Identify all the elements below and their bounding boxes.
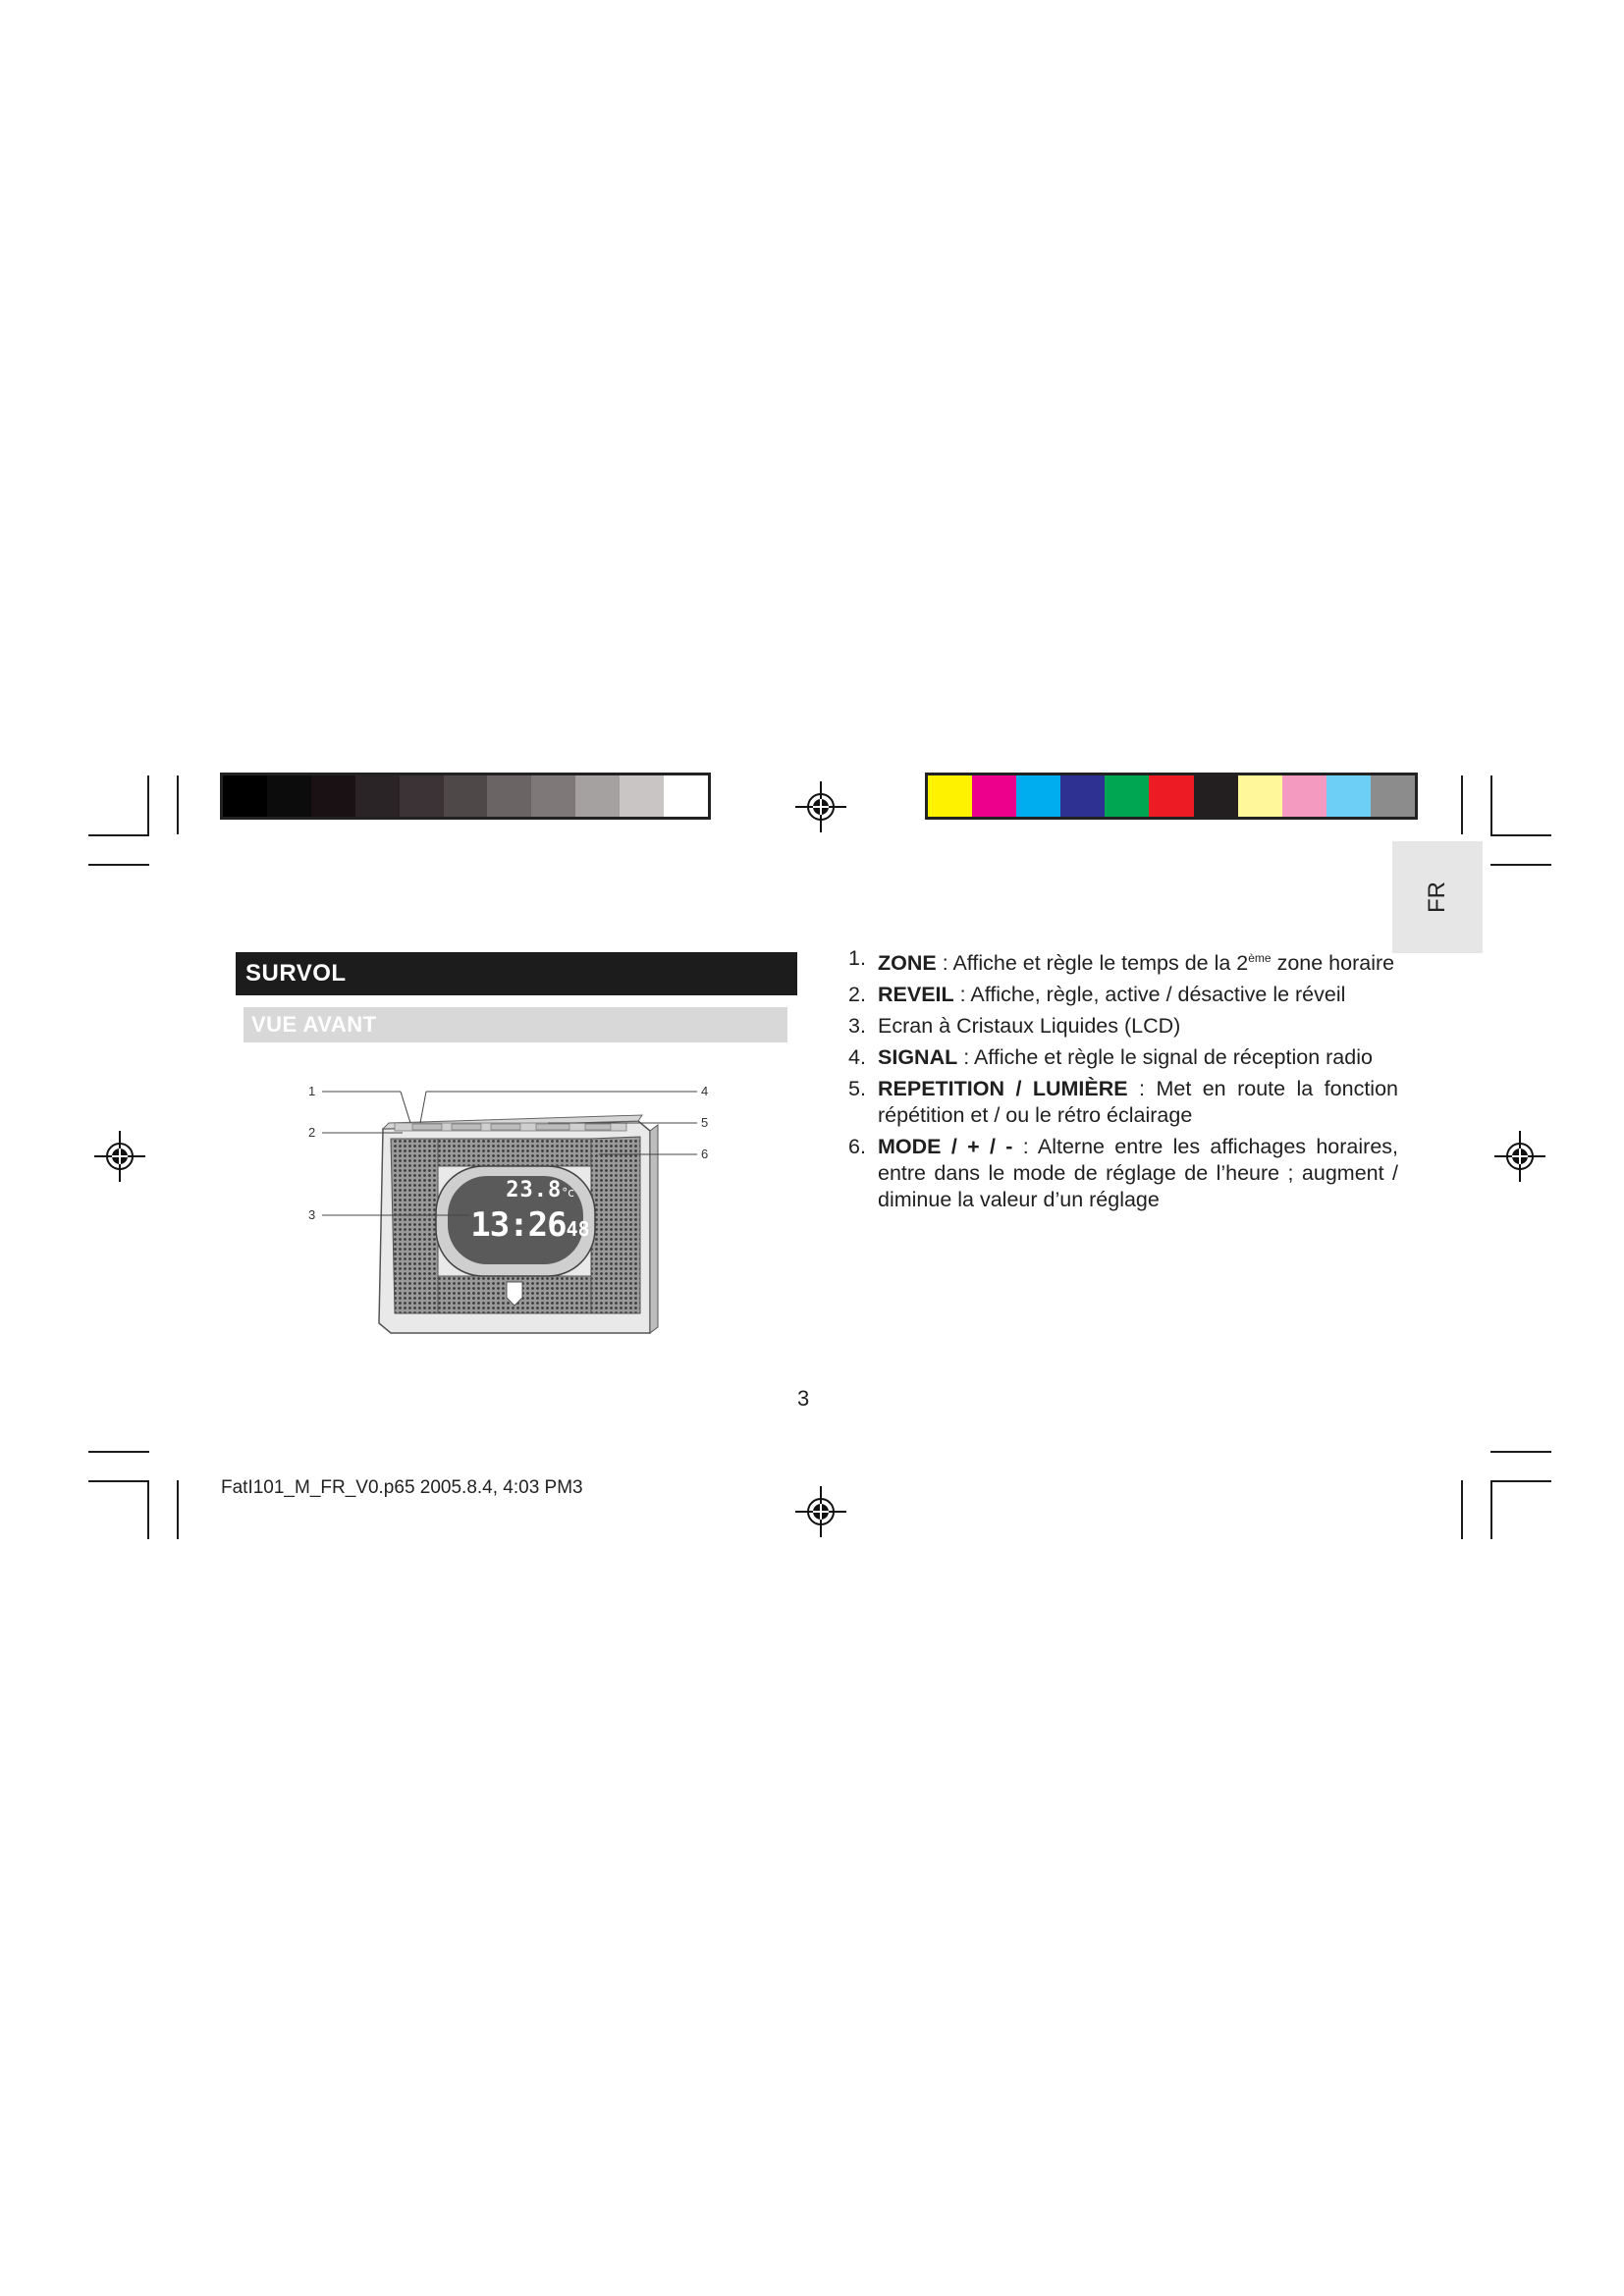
crop-mark xyxy=(147,775,149,834)
item-text: : Affiche et règle le temps de la 2 xyxy=(936,951,1249,976)
registration-mark-icon xyxy=(94,1131,145,1182)
color-swatch xyxy=(1060,775,1105,817)
color-swatch xyxy=(1238,775,1282,817)
callout-number: 1 xyxy=(308,1084,316,1098)
color-swatch xyxy=(1326,775,1371,817)
item-superscript: ème xyxy=(1248,951,1272,965)
item-key: REVEIL xyxy=(878,983,954,1007)
gray-swatch xyxy=(664,775,708,817)
color-swatch xyxy=(1149,775,1193,817)
list-item xyxy=(848,1134,1398,1213)
lcd-temperature-value: 23.8 xyxy=(506,1178,563,1202)
crop-mark xyxy=(88,1451,149,1453)
color-swatch xyxy=(972,775,1016,817)
color-swatch xyxy=(1016,775,1060,817)
crop-mark xyxy=(1490,1480,1551,1482)
item-number: 6. xyxy=(848,1135,866,1159)
crop-mark xyxy=(1490,834,1551,836)
item-key: REPETITION / LUMIÈRE xyxy=(878,1077,1128,1101)
lcd-temperature xyxy=(501,1178,579,1202)
crop-mark xyxy=(1490,775,1492,834)
gray-swatch xyxy=(487,775,531,817)
crop-mark xyxy=(88,1480,149,1482)
list-item xyxy=(848,982,1398,1008)
section-heading: SURVOL xyxy=(236,952,797,995)
item-number: 4. xyxy=(848,1045,866,1070)
item-key: SIGNAL xyxy=(878,1045,958,1070)
crop-mark xyxy=(1461,775,1463,834)
callout-number: 4 xyxy=(701,1084,709,1098)
crop-mark xyxy=(1490,864,1551,866)
color-calibration-bar xyxy=(925,773,1418,820)
gray-swatch xyxy=(575,775,620,817)
item-number: 2. xyxy=(848,983,866,1007)
gray-swatch xyxy=(355,775,400,817)
crop-mark xyxy=(177,1480,179,1539)
color-swatch xyxy=(1194,775,1238,817)
item-number: 1. xyxy=(848,946,866,970)
crop-mark xyxy=(1490,1480,1492,1539)
crop-mark xyxy=(177,775,179,834)
item-number: 5. xyxy=(848,1077,866,1101)
item-text: : Affiche et règle le signal de réception radio xyxy=(957,1045,1373,1070)
component-list xyxy=(848,945,1398,1218)
callout-number: 6 xyxy=(701,1147,709,1161)
registration-mark-icon xyxy=(795,781,846,832)
lcd-time xyxy=(461,1205,599,1245)
list-item xyxy=(848,945,1398,977)
callout-number: 5 xyxy=(701,1115,709,1130)
callout-number: 2 xyxy=(308,1125,316,1140)
item-key: ZONE xyxy=(878,951,937,976)
page-number: 3 xyxy=(797,1386,810,1411)
item-number: 3. xyxy=(848,1014,866,1039)
color-swatch xyxy=(1282,775,1326,817)
list-item xyxy=(848,1044,1398,1071)
crop-mark xyxy=(88,834,149,836)
grayscale-calibration-bar xyxy=(220,773,711,820)
item-key: MODE / + / - xyxy=(878,1135,1013,1159)
gray-swatch xyxy=(223,775,267,817)
crop-mark xyxy=(1490,1451,1551,1453)
item-text: Ecran à Cristaux Liquides (LCD) xyxy=(878,1014,1181,1039)
front-view-diagram xyxy=(304,1070,717,1345)
list-item xyxy=(848,1076,1398,1129)
gray-swatch xyxy=(311,775,355,817)
crop-mark xyxy=(147,1480,149,1539)
language-tab-label: FR xyxy=(1424,881,1450,913)
lcd-temperature-unit: °c xyxy=(562,1186,574,1200)
footer-slug: FatI101_M_FR_V0.p65 2005.8.4, 4:03 PM3 xyxy=(221,1477,583,1498)
item-text: zone horaire xyxy=(1271,951,1395,976)
list-item xyxy=(848,1013,1398,1040)
gray-swatch xyxy=(620,775,664,817)
lcd-time-value: 13:26 xyxy=(470,1205,567,1245)
callout-number: 3 xyxy=(308,1207,316,1222)
crop-mark xyxy=(1461,1480,1463,1539)
registration-mark-icon xyxy=(1494,1131,1545,1182)
gray-swatch xyxy=(531,775,575,817)
item-text: : Alterne entre les affichages horaires, entre dans le mode de réglage de l’heure ; augment / diminue la valeur d’un réglage xyxy=(878,1135,1398,1212)
color-swatch xyxy=(928,775,972,817)
lcd-seconds-value: 48 xyxy=(566,1217,590,1241)
crop-mark xyxy=(88,864,149,866)
gray-swatch xyxy=(267,775,311,817)
language-tab xyxy=(1392,841,1483,953)
gray-swatch xyxy=(444,775,488,817)
item-text: : Affiche, règle, active / désactive le réveil xyxy=(953,983,1346,1007)
item-text: : Met en route la fonction répétition et / ou le rétro éclairage xyxy=(878,1077,1398,1128)
color-swatch xyxy=(1105,775,1149,817)
registration-mark-icon xyxy=(795,1486,846,1537)
subsection-heading: VUE AVANT xyxy=(244,1007,787,1042)
gray-swatch xyxy=(400,775,444,817)
color-swatch xyxy=(1371,775,1415,817)
